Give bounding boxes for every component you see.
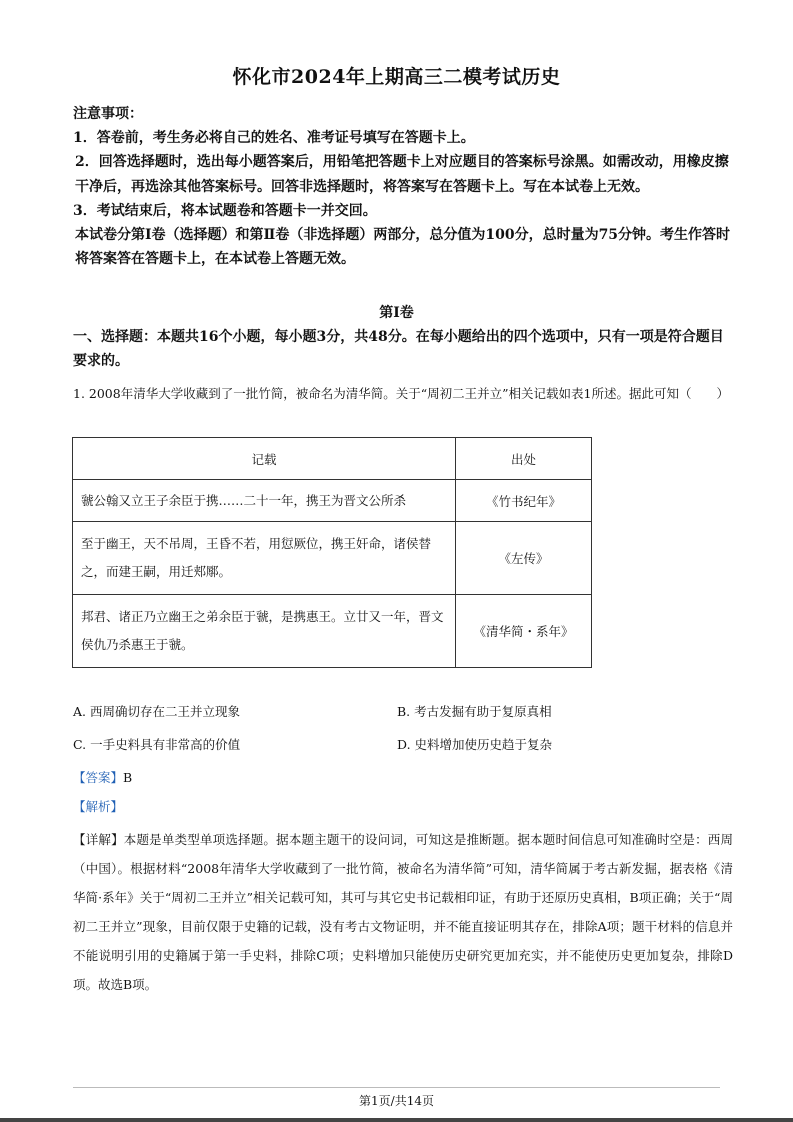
table-header-source: 出处: [456, 438, 592, 480]
option-a: A. 西周确切存在二王并立现象: [73, 704, 240, 719]
footer-divider: [73, 1087, 720, 1088]
analysis-label: 【解析】: [73, 799, 124, 814]
note-item-2: 2．回答选择题时，选出每小题答案后，用铅笔把答题卡上对应题目的答案标号涂黑。如需改动，用橡皮擦干净后，再选涂其他答案标号。回答非选择题时，将答案写在答题卡上。写在本试卷上无效。: [75, 154, 729, 195]
records-table: [72, 437, 592, 668]
answer-label: 【答案】: [73, 770, 124, 785]
page-title: 怀化市2024年上期高三二模考试历史: [232, 66, 561, 88]
record-text: 虢公翰又立王子余臣于携……二十一年，携王为晋文公所杀: [73, 480, 456, 522]
section-title: 第Ⅰ卷: [379, 305, 414, 321]
record-source: 《左传》: [456, 522, 592, 595]
table-row: [73, 480, 592, 522]
record-text: 至于幽王，天不吊周，王昏不若，用愆厥位，携王奸命，诸侯替之，而建王嗣，用迁郏鄏。: [73, 522, 456, 595]
exam-notes: [73, 102, 733, 271]
table-header-row: [73, 438, 592, 480]
analysis-detail: 【详解】本题是单类型单项选择题。据本题主题干的设问词，可知这是推断题。据本题时间信息可知准确时空是：西周（中国）。根据材料“2008年清华大学收藏到了一批竹简，被命名为清华简”可知，清华简属于考古新发掘，据表格《清华简·系年》关于“周初二王并立”相关记载可知，其可与其它史书记载相印证，有助于还原历史真相，B项正确；关于“周初二王并立”现象，目前仅限于史籍的记载，没有考古文物证明，并不能直接证明其存在，排除A项；题干材料的信息并不能说明引用的史籍属于第一手史料，排除C项；史料增加只能使历史研究更加充实，并不能使历史更加复杂，排除D项。故选B项。: [73, 832, 733, 992]
option-c: C. 一手史料具有非常高的价值: [73, 737, 241, 752]
table-header-record: 记载: [73, 438, 456, 480]
note-item-1: 1．答卷前，考生务必将自己的姓名、准考证号填写在答题卡上。: [73, 130, 475, 147]
table-row: [73, 595, 592, 668]
notes-heading: 注意事项：: [73, 106, 143, 122]
record-text: 邦君、诸正乃立幽王之弟余臣于虢，是携惠王。立廿又一年，晋文侯仇乃杀惠王于虢。: [73, 595, 456, 668]
record-source: 《竹书纪年》: [456, 480, 592, 522]
answer-value: B: [123, 770, 133, 785]
table-row: [73, 522, 592, 595]
option-d: D. 史料增加使历史趋于复杂: [397, 737, 553, 752]
question-stem: 1. 2008年清华大学收藏到了一批竹简，被命名为清华简。关于“周初二王并立”相关记载如表1所述。据此可知（ ）: [73, 386, 729, 401]
note-item-4: 本试卷分第Ⅰ卷（选择题）和第Ⅱ卷（非选择题）两部分，总分值为100分，总时量为75分钟。考生作答时将答案答在答题卡上，在本试卷上答题无效。: [75, 227, 731, 268]
answer-line: [73, 768, 132, 786]
bottom-edge-bar: [0, 1118, 793, 1122]
page-number: 第1页/共14页: [359, 1094, 434, 1108]
note-item-3: 3．考试结束后，将本试题卷和答题卡一并交回。: [73, 202, 377, 219]
section-description: 一、选择题：本题共16个小题，每小题3分，共48分。在每小题给出的四个选项中，只有一项是符合题目要求的。: [73, 329, 724, 369]
record-source: 《清华简・系年》: [456, 595, 592, 668]
option-b: B. 考古发掘有助于复原真相: [397, 704, 552, 719]
